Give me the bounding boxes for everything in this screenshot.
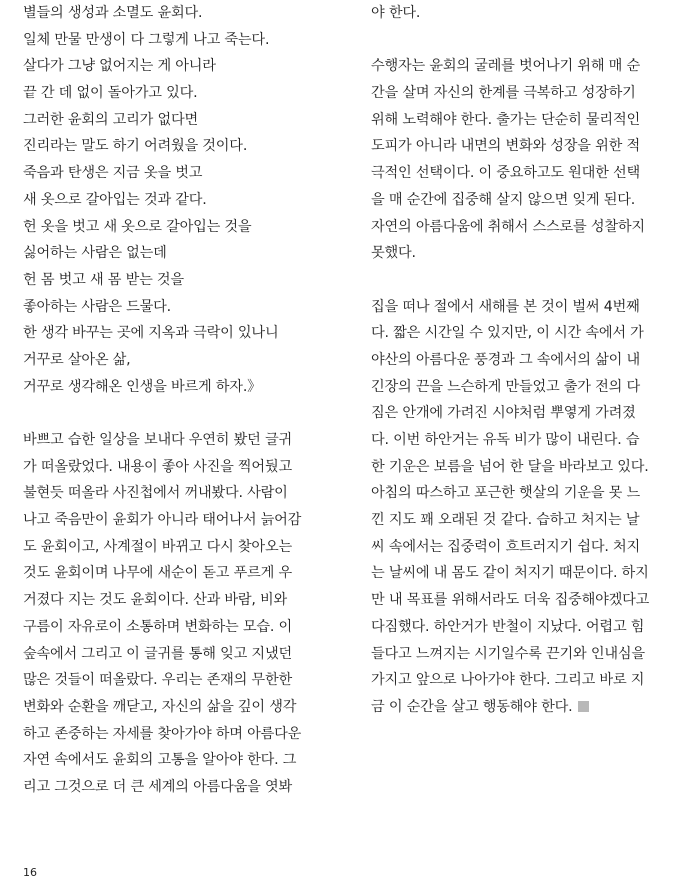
paragraph-gap <box>23 400 321 427</box>
text-line: 진리라는 말도 하기 어려웠을 것이다. <box>23 138 248 155</box>
text-line: 거꾸로 생각해온 인생을 바르게 하자.》 <box>23 378 262 395</box>
text-line: 한 기운은 보름을 넘어 한 달을 바라보고 있다. <box>371 458 649 475</box>
text-line: 는 날씨에 내 몸도 같이 처지기 때문이다. 하지 <box>371 565 649 582</box>
text-line: 리고 그것으로 더 큰 세계의 아름다움을 엿봐 <box>23 778 292 795</box>
text-line: 숲속에서 그리고 이 글귀를 통해 잊고 지냈던 <box>23 645 292 662</box>
text-line: 거꾸로 살아온 삶, <box>23 351 131 368</box>
text-line: 낀 지도 꽤 오래된 것 같다. 습하고 처지는 날 <box>371 512 640 529</box>
text-line: 다. 이번 하안거는 유독 비가 많이 내린다. 습 <box>371 432 640 448</box>
text-line: 살다가 그냥 없어지는 게 아니라 <box>23 58 216 75</box>
text-line: 하고 존중하는 자세를 찾아가야 하며 아름다운 <box>23 725 302 742</box>
text-line: 구름이 자유로이 소통하며 변화하는 모습. 이 <box>23 618 292 635</box>
text-line: 헌 옷을 벗고 새 옷으로 갈아입는 것을 <box>23 218 252 235</box>
text-line: 별들의 생성과 소멸도 윤회다. <box>23 5 203 21</box>
text-line: 헌 몸 벗고 새 몸 받는 것을 <box>23 271 184 288</box>
text-line: 일체 만물 만생이 다 그렇게 나고 죽는다. <box>23 31 270 48</box>
text-line: 불현듯 떠올라 사진첩에서 꺼내봤다. 사람이 <box>23 485 288 502</box>
poem-block <box>23 0 321 400</box>
text-line: 다짐했다. 하안거가 반철이 지났다. 어렵고 힘 <box>371 618 645 635</box>
left-column <box>23 0 321 801</box>
essay-paragraph <box>371 53 669 267</box>
text-line: 들다고 느껴지는 시기일수록 끈기와 인내심을 <box>371 645 645 662</box>
text-line: 수행자는 윤회의 굴레를 벗어나기 위해 매 순 <box>371 58 640 75</box>
text-line: 씨 속에서는 집중력이 흐트러지기 쉽다. 처지 <box>371 538 640 555</box>
paragraph-gap <box>371 27 669 54</box>
text-line: 것도 윤회이며 나무에 새순이 돋고 푸르게 우 <box>23 565 292 582</box>
end-of-article-mark <box>578 701 589 712</box>
text-line: 집을 떠나 절에서 새해를 본 것이 벌써 4번째 <box>371 298 640 315</box>
text-line: 좋아하는 사람은 드물다. <box>23 298 171 315</box>
text-line: 만 내 목표를 위해서라도 더욱 집중해야겠다고 <box>371 592 650 609</box>
text-line: 을 매 순간에 집중해 살지 않으면 잊게 된다. <box>371 191 636 208</box>
text-line: 위해 노력해야 한다. 출가는 단순히 물리적인 <box>371 111 640 128</box>
essay-paragraph <box>23 427 321 801</box>
text-line: 자연 속에서도 윤회의 고통을 알아야 한다. 그 <box>23 752 297 769</box>
text-line: 싫어하는 사람은 없는데 <box>23 245 167 262</box>
text-line: 도 윤회이고, 사계절이 바뀌고 다시 찾아오는 <box>23 538 292 555</box>
text-line: 그러한 윤회의 고리가 없다면 <box>23 111 198 128</box>
text-line: 변화와 순환을 깨닫고, 자신의 삶을 깊이 생각 <box>23 698 297 715</box>
text-line: 다. 짧은 시간일 수 있지만, 이 시간 속에서 가 <box>371 325 644 342</box>
text-line: 짐은 안개에 가려진 시야처럼 뿌옇게 가려졌 <box>371 405 636 422</box>
continuation-line: 야 한다. <box>371 5 421 21</box>
paragraph-gap <box>371 267 669 294</box>
right-column <box>371 0 669 721</box>
text-line: 긴장의 끈을 느슨하게 만들었고 출가 전의 다 <box>371 378 640 395</box>
text-line: 나고 죽음만이 윤회가 아니라 태어나서 늙어감 <box>23 512 302 529</box>
text-line: 못했다. <box>371 245 416 262</box>
text-line: 아침의 따스하고 포근한 햇살의 기운을 못 느 <box>371 485 640 502</box>
text-line: 간을 살며 자신의 한계를 극복하고 성장하기 <box>371 85 636 102</box>
text-line: 가지고 앞으로 나아가야 한다. 그리고 바로 지 <box>371 672 645 689</box>
text-line: 도피가 아니라 내면의 변화와 성장을 위한 적 <box>371 138 640 155</box>
text-line <box>371 694 669 721</box>
text-line: 끝 간 데 없이 돌아가고 있다. <box>23 85 198 102</box>
text-line: 새 옷으로 갈아입는 것과 같다. <box>23 191 207 208</box>
text-line: 한 생각 바꾸는 곳에 지옥과 극락이 있나니 <box>23 325 279 342</box>
text-line-content: 금 이 순간을 살고 행동해야 한다. <box>371 698 573 715</box>
page-number: 16 <box>23 866 37 879</box>
text-line: 바쁘고 습한 일상을 보내다 우연히 봤던 글귀 <box>23 432 292 448</box>
text-line: 죽음과 탄생은 지금 옷을 벗고 <box>23 165 203 182</box>
text-line: 거졌다 지는 것도 윤회이다. 산과 바람, 비와 <box>23 592 288 609</box>
text-line: 극적인 선택이다. 이 중요하고도 원대한 선택 <box>371 165 640 182</box>
text-line: 가 떠올랐었다. 내용이 좋아 사진을 찍어뒀고 <box>23 458 292 475</box>
text-line: 자연의 아름다움에 취해서 스스로를 성찰하지 <box>371 218 645 235</box>
text-line: 많은 것들이 떠올랐다. 우리는 존재의 무한한 <box>23 672 292 689</box>
essay-paragraph <box>371 294 669 721</box>
text-line: 야산의 아름다운 풍경과 그 속에서의 삶이 내 <box>371 351 640 368</box>
